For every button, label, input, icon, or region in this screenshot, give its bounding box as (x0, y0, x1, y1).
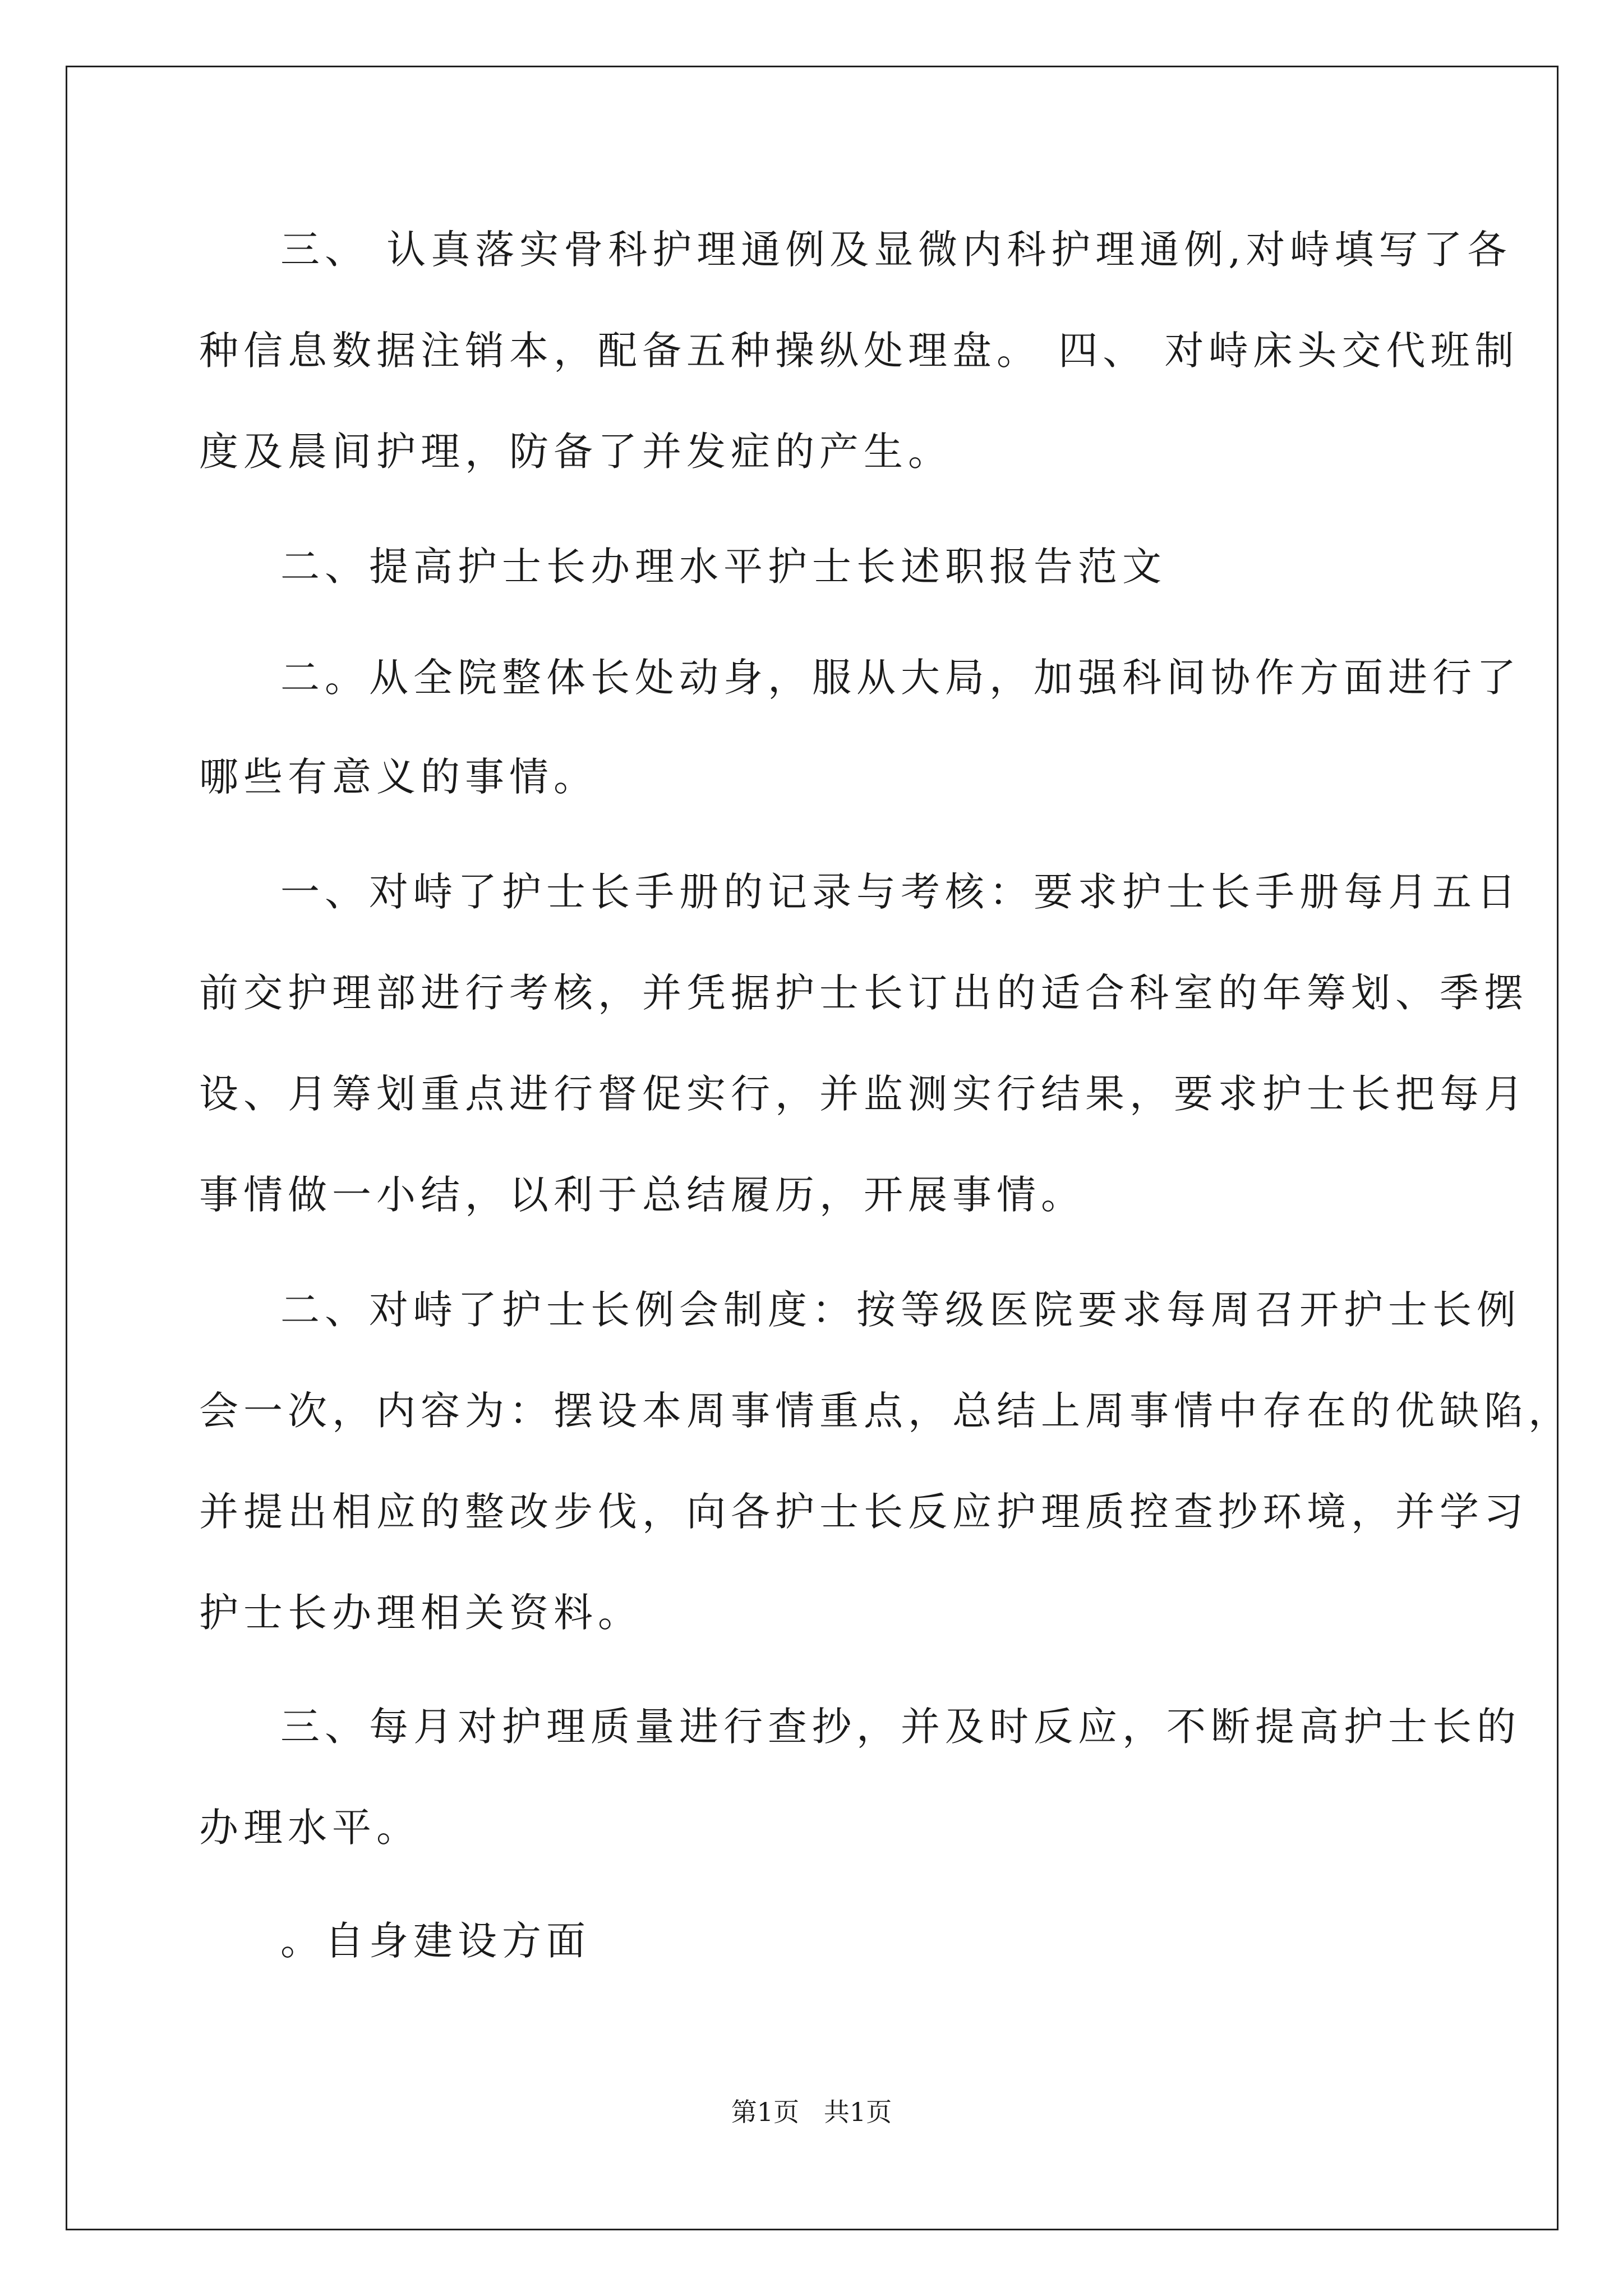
text-line: 种信息数据注销本，配备五种操纵处理盘。 四、 对峙床头交代班制 (199, 328, 1519, 374)
page-footer: 第1页 共1页 (731, 2097, 892, 2127)
text-line: 哪些有意义的事情。 (199, 754, 598, 800)
section-heading: 。自身建设方面 (280, 1918, 591, 1964)
text-line: 三、 认真落实骨科护理通例及显微内科护理通例,对峙填写了各 (280, 227, 1512, 273)
text-line: 二。从全院整体长处动身，服从大局，加强科间协作方面进行了 (280, 655, 1521, 701)
text-line: 并提出相应的整改步伐，向各护士长反应护理质控查抄环境，并学习 (199, 1489, 1528, 1535)
text-line: 设、月筹划重点进行督促实行，并监测实行结果，要求护士长把每月 (199, 1071, 1528, 1117)
text-line: 事情做一小结，以利于总结履历，开展事情。 (199, 1172, 1085, 1218)
text-line: 前交护理部进行考核，并凭据护士长订出的适合科室的年筹划、季摆 (199, 970, 1528, 1016)
text-line: 一、对峙了护士长手册的记录与考核：要求护士长手册每月五日 (280, 869, 1521, 915)
text-line: 办理水平。 (199, 1805, 421, 1851)
page-border (66, 66, 1559, 2230)
text-line: 度及晨间护理，防备了并发症的产生。 (199, 429, 952, 475)
text-line: 会一次，内容为：摆设本周事情重点，总结上周事情中存在的优缺陷， (199, 1388, 1573, 1434)
text-line: 二、对峙了护士长例会制度：按等级医院要求每周召开护士长例 (280, 1287, 1521, 1333)
text-line: 护士长办理相关资料。 (199, 1590, 642, 1636)
text-line: 三、每月对护理质量进行查抄，并及时反应，不断提高护士长的 (280, 1704, 1521, 1750)
section-heading: 二、提高护士长办理水平护士长述职报告范文 (280, 544, 1166, 590)
